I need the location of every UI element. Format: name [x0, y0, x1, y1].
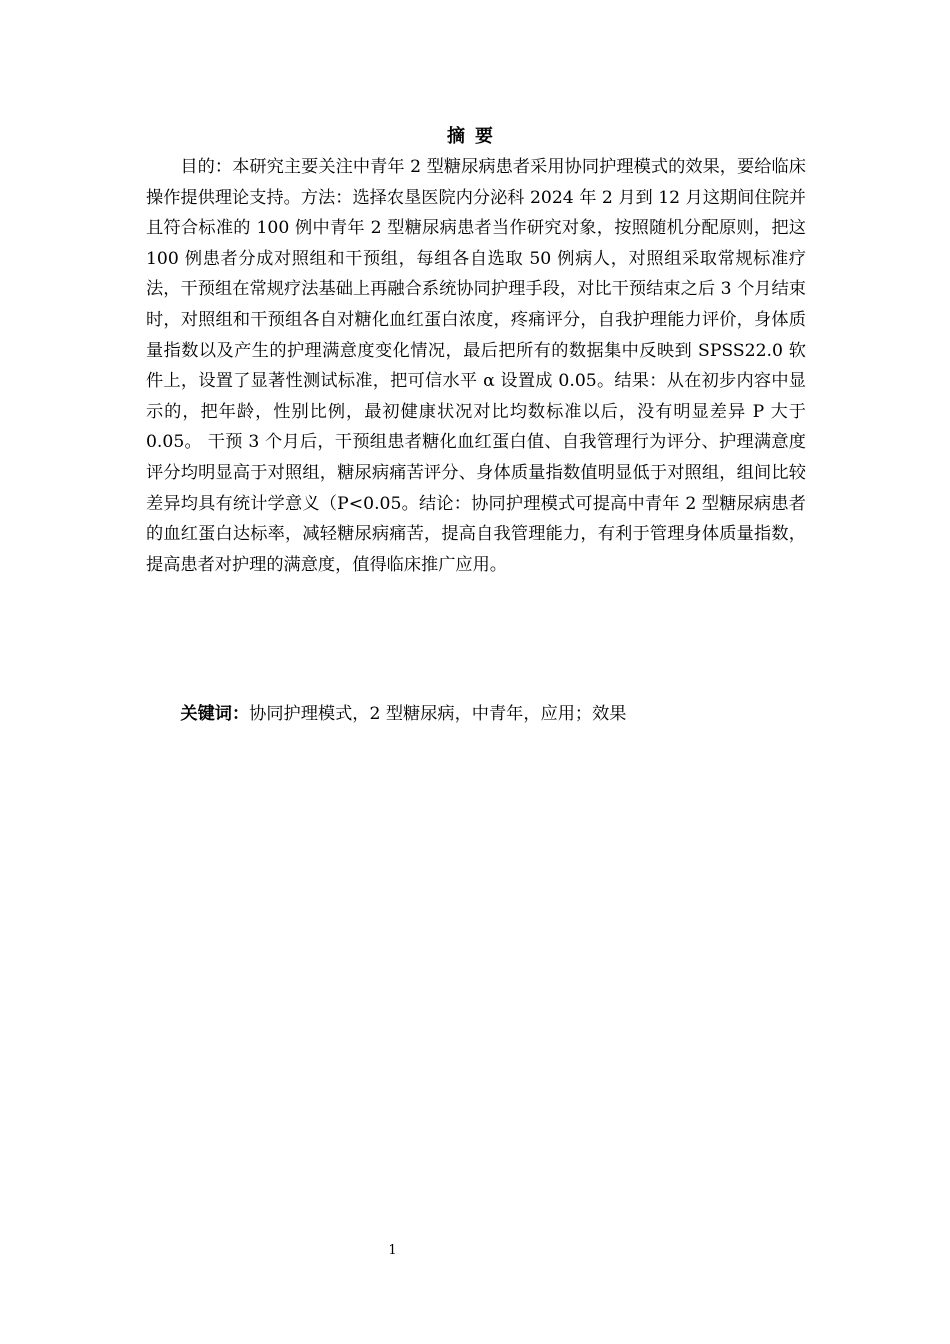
page-number: 1	[388, 1243, 397, 1258]
keywords-label: 关键词：	[180, 704, 250, 724]
abstract-title: 摘要	[447, 126, 503, 147]
keywords-text: 协同护理模式，2 型糖尿病，中青年，应用；效果	[249, 704, 627, 724]
keywords-line	[146, 699, 806, 729]
abstract-body: 目的：本研究主要关注中青年 2 型糖尿病患者采用协同护理模式的效果，要给临床操作提供理论支持。方法：选择农垦医院内分泌科 2024 年 2 月到 12 月这期间住院并且符合标准的 100 例中青年 2 型糖尿病患者当作研究对象，按照随机分配原则，把这 100 例患者分成对照组和干预组，每组各自选取 50 例病人，对照组采取常规标准疗法，干预组在常规疗法基础上再融合系统协同护理手段，对比干预结束之后 3 个月结束时，对照组和干预组各自对糖化血红蛋白浓度，疼痛评分，自我护理能力评价，身体质量指数以及产生的护理满意度变化情况，最后把所有的数据集中反映到 SPSS22.0 软件上，设置了显著性测试标准，把可信水平 α 设置成 0.05。结果：从在初步内容中显示的，把年龄，性别比例，最初健康状况对比均数标准以后，没有明显差异 P 大于 0.05。 干预 3 个月后，干预组患者糖化血红蛋白值、自我管理行为评分、护理满意度评分均明显高于对照组，糖尿病痛苦评分、身体质量指数值明显低于对照组，组间比较差异均具有统计学意义（P<0.05。结论：协同护理模式可提高中青年 2 型糖尿病患者的血红蛋白达标率，减轻糖尿病痛苦，提高自我管理能力，有利于管理身体质量指数，提高患者对护理的满意度，值得临床推广应用。	[146, 157, 806, 575]
